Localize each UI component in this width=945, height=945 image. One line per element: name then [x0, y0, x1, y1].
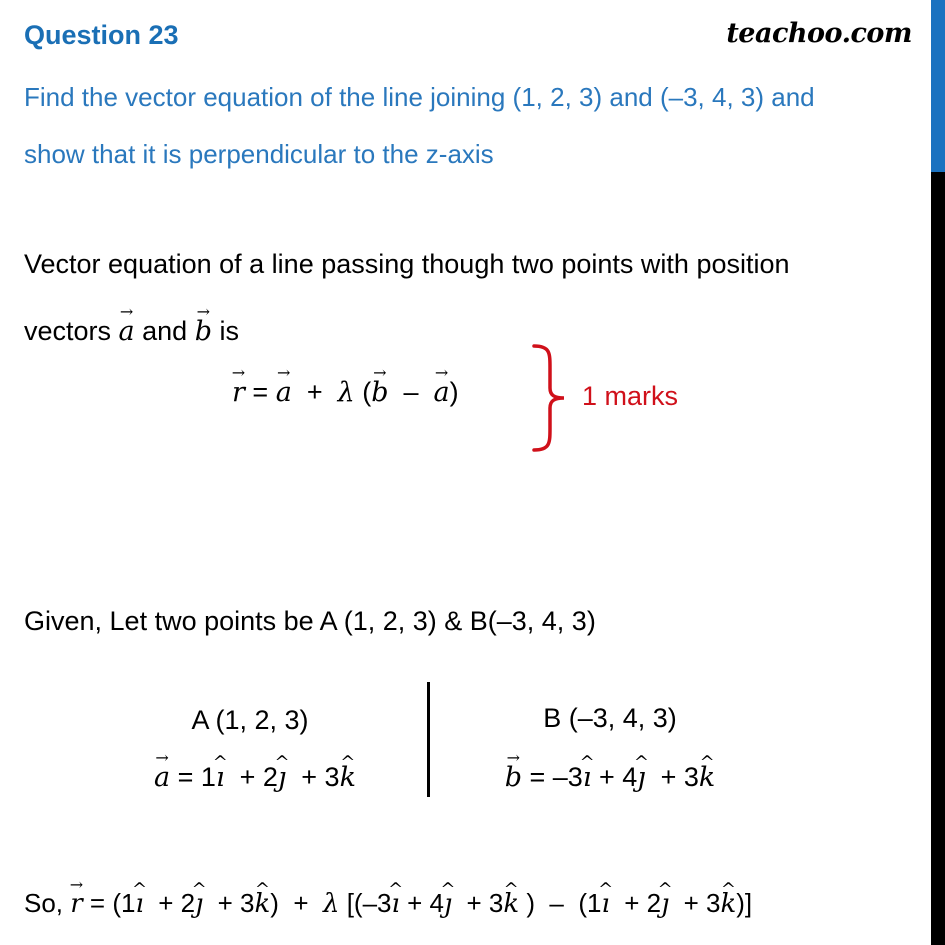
question-line-2: show that it is perpendicular to the z-axis: [24, 139, 494, 169]
eq-text: + 3: [645, 762, 699, 792]
vector-a: → a: [276, 377, 292, 408]
so-prefix: So,: [24, 888, 71, 918]
lambda-symbol: λ: [337, 377, 355, 408]
curly-brace-icon: [532, 343, 566, 453]
point-b-vector: [490, 762, 730, 793]
j-hat: ^ ȷ: [195, 889, 203, 919]
eq-text: = (1: [82, 888, 136, 918]
k-hat: ^ k: [721, 889, 737, 919]
eq-text: + 2: [224, 762, 278, 792]
eq-text: + 2: [143, 888, 196, 918]
i-hat: ^ ı: [135, 889, 143, 919]
i-hat: ^ ı: [601, 889, 609, 919]
eq-text: + 4: [399, 888, 444, 918]
vector-a: → a: [119, 316, 135, 347]
minus-sign: –: [388, 377, 434, 407]
k-hat: ^ k: [340, 762, 356, 793]
eq-text: )]: [736, 888, 753, 918]
vector-r: → r: [70, 889, 82, 919]
open-paren: (: [354, 377, 372, 407]
i-hat: ^ ı: [583, 762, 592, 793]
point-a-label: A (1, 2, 3): [191, 705, 309, 735]
main-equation: [232, 377, 459, 408]
j-hat: ^ ȷ: [444, 889, 452, 919]
intro-and: and: [134, 316, 195, 346]
i-hat: ^ ı: [392, 889, 400, 919]
plus-sign: +: [291, 377, 338, 407]
eq-text: = 1: [170, 762, 216, 792]
scrollbar-thumb[interactable]: [931, 0, 945, 172]
eq-text: ) +: [270, 888, 323, 918]
formula-intro-line-2: [24, 316, 239, 347]
eq-text: + 3: [669, 888, 721, 918]
formula-intro-line-1: Vector equation of a line passing though two points with position: [24, 249, 790, 279]
eq-text: [(–3: [339, 888, 392, 918]
i-hat: ^ ı: [216, 762, 225, 793]
eq-text: + 3: [203, 888, 255, 918]
column-divider: [427, 682, 430, 797]
equals-sign: =: [244, 377, 276, 407]
point-b-label: B (–3, 4, 3): [543, 703, 677, 733]
marks-annotation: 1 marks: [582, 381, 679, 411]
substituted-equation: [24, 888, 752, 919]
lambda-symbol: λ: [323, 889, 340, 919]
eq-text: ) – (1: [519, 888, 602, 918]
k-hat: ^ k: [699, 762, 715, 793]
vector-a: → a: [434, 377, 450, 408]
eq-text: = –3: [522, 762, 583, 792]
eq-text: + 4: [591, 762, 638, 792]
vector-b: → b: [195, 316, 212, 347]
j-hat: ^ ȷ: [278, 762, 286, 793]
point-a-vector: [145, 762, 365, 793]
brand-logo: teachoo.com: [726, 18, 912, 49]
eq-text: + 2: [609, 888, 662, 918]
j-hat: ^ ȷ: [661, 889, 669, 919]
vector-r: → r: [232, 377, 245, 408]
j-hat: ^ ȷ: [637, 762, 645, 793]
eq-text: + 3: [286, 762, 340, 792]
k-hat: ^ k: [254, 889, 270, 919]
vector-b: → b: [505, 762, 522, 793]
k-hat: ^ k: [503, 889, 519, 919]
question-line-1: Find the vector equation of the line joining (1, 2, 3) and (–3, 4, 3) and: [24, 82, 815, 112]
eq-text: + 3: [452, 888, 504, 918]
given-statement: Given, Let two points be A (1, 2, 3) & B(–3, 4, 3): [24, 606, 596, 636]
intro-prefix: vectors: [24, 316, 119, 346]
question-title: Question 23: [24, 20, 179, 50]
scrollbar-track[interactable]: [931, 172, 945, 945]
vector-b: → b: [371, 377, 388, 408]
intro-suffix: is: [212, 316, 239, 346]
close-paren: ): [449, 377, 459, 407]
vector-a: → a: [154, 762, 170, 793]
